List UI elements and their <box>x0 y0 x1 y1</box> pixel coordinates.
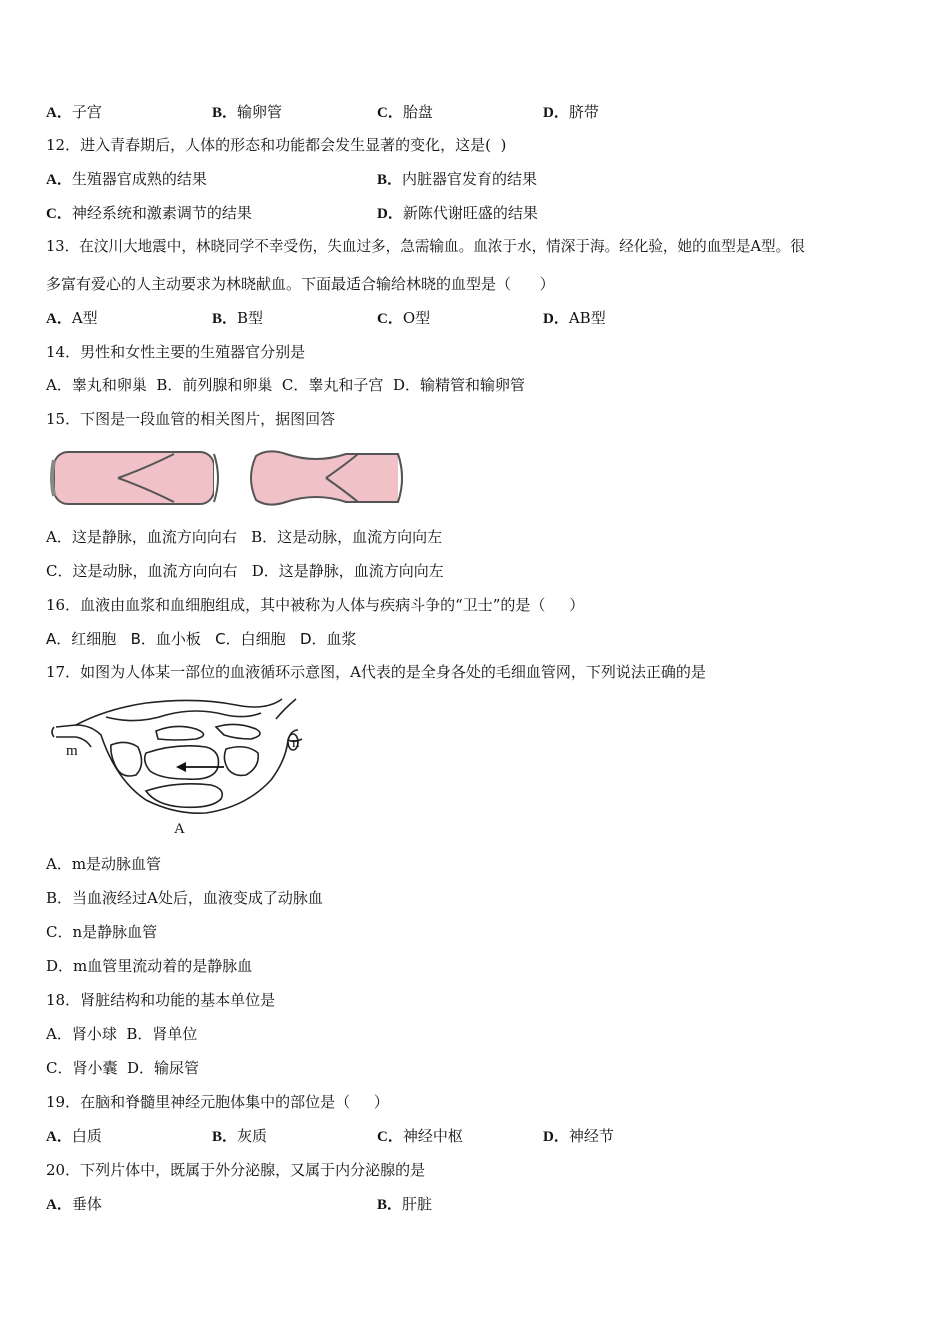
q14-options: A．睾丸和卵巢 B．前列腺和卵巢 C．睾丸和子宫 D．输精管和输卵管 <box>46 376 525 394</box>
q20-stem: 20．下列片体中，既属于外分泌腺，又属于内分泌腺的是 <box>46 1161 426 1179</box>
q11-option-d: D．脐带 <box>543 103 599 121</box>
label-a: A <box>174 821 185 837</box>
q14-stem: 14．男性和女性主要的生殖器官分别是 <box>46 343 306 361</box>
q19-option-b: B．灰质 <box>212 1127 268 1145</box>
vein-valve-figure <box>46 446 416 510</box>
q19-option-d: D．神经节 <box>543 1127 614 1145</box>
q17-stem: 17．如图为人体某一部位的血液循环示意图，A代表的是全身各处的毛细血管网，下列说法正确的是 <box>46 663 706 681</box>
capillary-network-figure <box>46 695 316 840</box>
q11-option-b: B．输卵管 <box>212 103 283 121</box>
q19-option-a: A．白质 <box>46 1127 102 1145</box>
q13-option-b: B．B型 <box>212 309 264 327</box>
vessel-left <box>52 452 218 504</box>
q19-option-c: C．神经中枢 <box>377 1127 463 1145</box>
vessel-right <box>251 451 402 504</box>
q13-option-c: C．O型 <box>377 309 431 327</box>
q18-stem: 18．肾脏结构和功能的基本单位是 <box>46 991 276 1009</box>
q12-option-d: D．新陈代谢旺盛的结果 <box>377 204 538 222</box>
q11-option-c: C．胎盘 <box>377 103 433 121</box>
q17-option-d: D．m血管里流动着的是静脉血 <box>46 957 253 975</box>
q12-stem: 12．进入青春期后，人体的形态和功能都会发生显著的变化，这是( ) <box>46 136 507 154</box>
q11-option-a: A．子宫 <box>46 103 102 121</box>
q13-stem-line1: 13．在汶川大地震中，林晓同学不幸受伤，失血过多，急需输血。血浓于水，情深于海。经化验，她的血型是A型。很 <box>46 238 805 255</box>
q18-options-line2: C．肾小囊 D．输尿管 <box>46 1059 200 1077</box>
q12-option-c: C．神经系统和激素调节的结果 <box>46 204 252 222</box>
q15-stem: 15．下图是一段血管的相关图片，据图回答 <box>46 410 336 428</box>
q12-option-b: B．内脏器官发育的结果 <box>377 170 538 188</box>
q15-options-line2: C．这是动脉，血流方向向右 D．这是静脉，血流方向向左 <box>46 562 444 580</box>
q15-options-line1: A．这是静脉，血流方向向右 B．这是动脉，血流方向向左 <box>46 528 443 546</box>
q13-option-d: D．AB型 <box>543 309 606 327</box>
q20-option-a: A．垂体 <box>46 1195 102 1213</box>
label-m: m <box>66 743 78 759</box>
q18-options-line1: A．肾小球 B．肾单位 <box>46 1025 198 1043</box>
capillary-network <box>52 699 302 813</box>
q16-options: A．红细胞 B．血小板 C．白细胞 D．血浆 <box>46 630 357 648</box>
q13-option-a: A．A型 <box>46 309 98 327</box>
q12-option-a: A．生殖器官成熟的结果 <box>46 170 207 188</box>
q19-stem: 19．在脑和脊髓里神经元胞体集中的部位是（ ） <box>46 1093 389 1111</box>
q17-option-a: A．m是动脉血管 <box>46 855 162 873</box>
q20-option-b: B．肝脏 <box>377 1195 433 1213</box>
label-n: n <box>292 735 300 751</box>
q17-option-b: B．当血液经过A处后，血液变成了动脉血 <box>46 889 323 907</box>
q13-stem-line2: 多富有爱心的人主动要求为林晓献血。下面最适合输给林晓的血型是（ ） <box>46 275 555 293</box>
q17-option-c: C．n是静脉血管 <box>46 923 158 941</box>
q16-stem: 16．血液由血浆和血细胞组成，其中被称为人体与疾病斗争的“卫士”的是（ ） <box>46 596 585 614</box>
